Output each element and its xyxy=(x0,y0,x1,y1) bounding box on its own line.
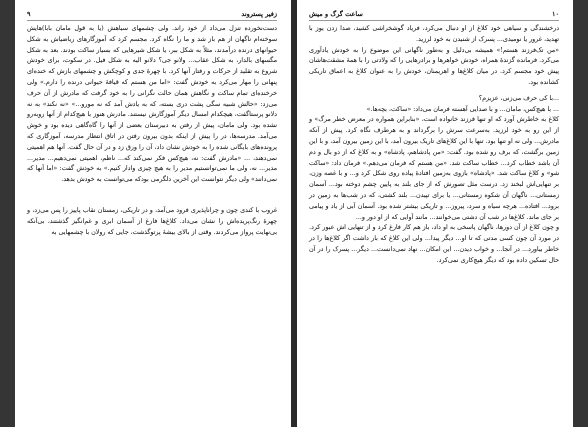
right-page-header xyxy=(309,8,559,21)
right-paragraph-4: ... با هیچ‌کس، مامان... و با صدایی آهسته فرمان می‌داد: «ساکت، بچه‌ها.» xyxy=(366,105,559,113)
right-paragraph-6: و چون کلاغ از آن دورها، ناگهان پاسخی به او داد، باز هم کار فارغ کرد و از تنهایی اش عبور کرد. در مورد آن چون کسی مدتی که تا او... دیگر پیدا... ولی این کلاغ که بار داشت اگر کلاغ‌ها را در خاطر بیاورد... در آنجا... و خواب دیدن... این امکان... نهاد نمی‌دانست... دیگر... پسرک را در آن حال تسکین داده بود که دیگر هیچ‌کاری نمی‌کرد. xyxy=(309,224,559,264)
left-paragraph-1: دست‌نخورده تنزل می‌داد از خود راند. ولی چشمهای سیاهش (یا به قول مامان بابا)‌هایش سوخته‌ام ناگهان از هم باز شد و ما را نگاه کرد. مجسم کرد که آموزگارهای ریاضیاش به شکل حیوانهای درنده درآمدند، مثلاً به شکل ببر، یا شکل شیرهایی که بسیار ساکت بودند. بعد به شکل مگسهای بالدار، به شکل عقاب... ولانو جی؟ دلانو الیه به شکل فیل. در سکوت، برای خودش شروع به تقلید از حرکات و رفتار آنها کرد. با چهرهٔ جدی و کوچکش و چشمهای بازش که خنده‌ای پنهانی را مهار می‌کرد به خودش گفت: «اما من هستم که قیافهٔ حیوانی درنده را دارم.» ولی خرخنده‌ای تمام ساکت و نگاهش همان حالت نگرانی را به خود گرفت که مادرش از آن حرف می‌زد: «حالش شبیه سگی پشت دری بسته، که به یادش آمد که نه مورو...» «نه نکند» به نه دلانو پرستاگفت، هیچکدام امسال دیگر آموزگارش نیستند. مادرش هنوز با هیچ‌کدام از آنها روبه‌رو نشده بود. ولی مامان، پیش از رفتن به دبیرستان بعضی از آنها را گاه‌گاهی دیده بود و خوش می‌آمد. مدرسه‌ها، در را پیش از اینکه بدون بیرون رفتن در اتاق انتظار مدرسه، آموزگاری که پرونده‌های بایگانی شده را به خودش نشان داد، آن را ورق زد و در آن حال گفت. آنها هم اهمیتی نمی‌دهند، ... «مادرش گفت: نه، هیچ‌کس فکر نمی‌کند که... ناظم، اهمیتی نمی‌دهیم... مدیر... مدیر... نه، ولی ما نمی‌توانستیم مدیر را به هیچ چیزی وادار کنیم.» به خودش گفت: «اما آنها که نمی‌دانند» ولی دیگر نتوانست این آخرین دلگرمی بودکه می‌توانست به خودش بدهد. xyxy=(27,25,277,184)
right-page-number: ۱۰ xyxy=(552,10,559,18)
left-page-header xyxy=(27,8,277,21)
right-paragraph-5: کلاغ به خاطرش آورد که او تنها فرزند خانواده است، «بنابراین همواره در معرض خطر مرگ» و از این رو به خود لرزید. به‌سرعت سرش را برگرداند و به هرطرف نگاه کرد. پیش از آنکه مادرش... ولی نه او تنها بود. تنها با این کلاغ‌های تاریک بیرون آمد، با این زمین بیرون آمد، و با این زمین برگشت، که برف رو شده بود. گفت: «من پادشاهم، پادشاه» و به کلاغ که از دو بال و دم آن باشد خطاب کرد... خطاب ساکت شد. «من هستم که فرمان می‌دهم.» فرمان داد: «ساکت شو» و کلاغ ساکت شد. «پادشاه» بازوی به‌زمین افتادهٔ پیاده روی شکل کرد و... و با غصه وزن، بر تنهایی‌اش لبخند زد. درست مثل تصورش که از جای بلند به پایین چشم دوخته بود... آسمان زمستانی... ناگهان آن شکوه زمستانی... یا برای تپیدن... بلند کشتی، که در شب‌ها به زمین در برود... افتاده... هرچه سیاه و سرد، پیروز... و تاریکی بیشتر شده بود. آسمان آبی از یاد و پیامی بر جای ماند. کلاغ‌ها در شب آن دشتی می‌خوانند... مانند آوایی که از او دور و... xyxy=(309,116,559,221)
left-page-title: زفیر پستروند xyxy=(241,10,277,18)
left-page xyxy=(15,0,291,427)
right-paragraph-1: درخشندگی و سیاهی خود کلاغ از او دنبال می‌کرد، فریاد گوشخراشی کشید، صدا زدن یوز با تهدید، غرور یا نومیدی... پسرک از شنیدن به خود لرزید. xyxy=(309,25,559,43)
viewer-background-right xyxy=(573,0,588,427)
right-paragraph-2: «من تک‌فرزند هستم!» همیشه بی‌دلیل و به‌طور ناگهانی این موضوع را به خودش یادآوری می‌کرد. فرمانده گزندهٔ همراه، خودش خواهرها و برادرهایی را که ولادتی را با همهٔ مشقت‌ها‌شان پیش خود مجسم کرد. در میان کلاغ‌ها و اهریمنان، خودش را به‌ عنوان کلاغ به اعماق تاریکی کشانده بود. xyxy=(309,46,559,86)
right-paragraph-3: ...با کی حرف می‌زنی، عزیزم؟ xyxy=(478,94,559,102)
viewer-background-left xyxy=(0,0,15,427)
left-paragraph-2: غروب با کندی چون و چراناپذیری فرود می‌آمد، و در تاریکی، زمستان نقاب پاییز را پس می‌زد، و چهرهٔ رنگ‌پریده‌اش را نشان می‌داد. کلاغ‌ها فارغ از آسمان ابری و غم‌انگیز گذشتند، بی‌آنکه بی‌نهایت پرواز می‌کردند. وقتی از بالای بیشهٔ پرتوگذشت، جایی که رولان با چشمهایی به xyxy=(27,206,277,236)
left-page-number: ۹ xyxy=(27,10,31,18)
right-page-title: ساعت گرگ و میش xyxy=(309,10,363,18)
right-page xyxy=(297,0,573,427)
